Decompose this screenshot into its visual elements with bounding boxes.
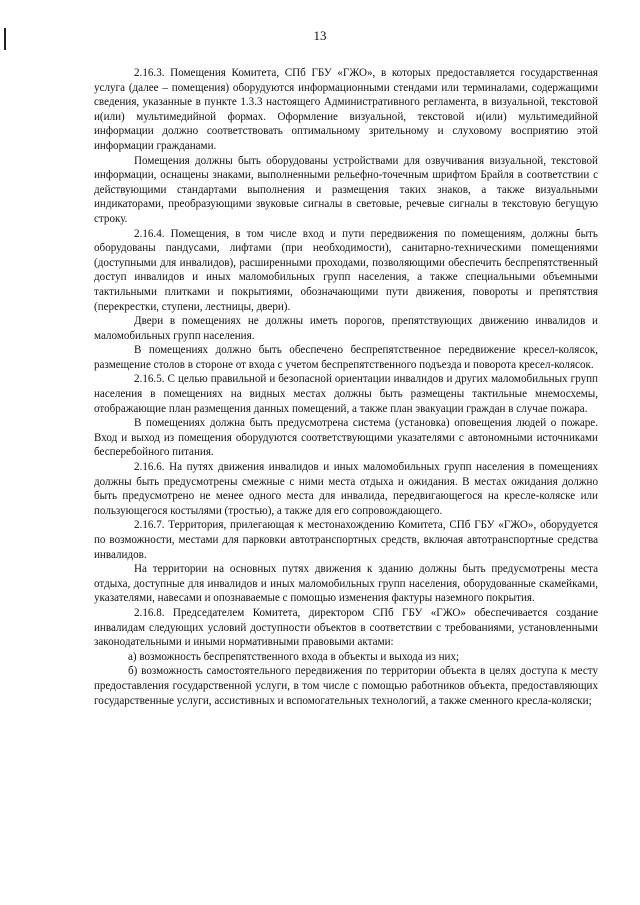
paragraph-2-16-6: 2.16.6. На путях движения инвалидов и иных маломобильных групп населения в помещениях должны быть предусмотрены смежные с ними места отдыха и ожидания. В местах ожидания должно быть предусмотрено не менее одного места для инвалида, передвигающегося на кресле-коляске или пользующегося костылями (тростью), а также для его сопровождающего. [94, 461, 598, 517]
paragraph-wheelchairs: В помещениях должно быть обеспечено беспрепятственное передвижение кресел-колясок, размещение столов в стороне от входа с учетом беспрепятственного подъезда и поворота кресел-колясок. [94, 344, 598, 371]
paragraph-2-16-7: 2.16.7. Территория, прилегающая к местонахождению Комитета, СПб ГБУ «ГЖО», оборудуется по возможности, местами для парковки автотранспортных средств, включая автотранспортные средства инвалидов. [94, 519, 598, 561]
paragraph-sound-braille: Помещения должны быть оборудованы устройствами для озвучивания визуальной, текстовой информации, оснащены знаками, выполненными рельефно-точечным шрифтом Брайля в соответствии с действующими стандартами выполнения и размещения таких знаков, а также визуальными индикаторами, преобразующими звуковые сигналы в световые, речевые сигналы в текстовую бегущую строку. [94, 154, 598, 225]
page-number: 13 [313, 28, 327, 43]
paragraph-2-16-3: 2.16.3. Помещения Комитета, СПб ГБУ «ГЖО», в которых предоставляется государственная услуга (далее – помещения) оборудуются информационными стендами или терминалами, содержащими сведения, указанные в пункте 1.3.3 настоящего Административного регламента, в визуальной, текстовой и(или) мультимедийной формах. Оформление визуальной, текстовой и(или) мультимедийной информации должно соответствовать оптимальному зрительному и слуховому восприятию этой информации гражданами. [94, 67, 598, 152]
paragraph-2-16-8: 2.16.8. Председателем Комитета, директором СПб ГБУ «ГЖО» обеспечивается создание инвалидам следующих условий доступности объектов в соответствии с требованиями, установленными законодательными и иными нормативными правовыми актами: [94, 606, 598, 649]
paragraph-2-16-4: 2.16.4. Помещения, в том числе вход и пути передвижения по помещениям, должны быть оборудованы пандусами, лифтами (при необходимости), санитарно-техническими помещениями (доступными для инвалидов), расширенными проходами, позволяющими обеспечить беспрепятственный доступ инвалидов и иных маломобильных групп населения, а также специальными объемными тактильными плитками и покрытиями, обозначающими пути движения, повороты и препятствия (перекрестки, ступени, лестницы, двери). [94, 227, 598, 313]
document-body [94, 66, 598, 708]
paragraph-rest-areas: На территории на основных путях движения к зданию должны быть предусмотрены места отдыха, доступные для инвалидов и иных маломобильных групп населения, оборудованные скамейками, указателями, навесами и опознаваемые с помощью изменения фактуры наземного покрытия. [94, 563, 598, 605]
list-item-a: а) возможность беспрепятственного входа в объекты и выхода из них; [128, 650, 460, 663]
paragraph-fire-alarm: В помещениях должна быть предусмотрена система (установка) оповещения людей о пожаре. Вход и выход из помещения оборудуются соответствующими указателями с автономными источниками бесперебойного питания. [94, 417, 598, 459]
list-item-b: б) возможность самостоятельного передвижения по территории объекта в целях доступа к месту предоставления государственной услуги, в том числе с помощью работников объекта, предоставляющих государственные услуги, ассистивных и вспомогательных технологий, а также сменного кресла-коляски; [94, 665, 598, 707]
paragraph-doors: Двери в помещениях не должны иметь порогов, препятствующих движению инвалидов и маломобильных групп населения. [94, 315, 598, 342]
paragraph-2-16-5: 2.16.5. С целью правильной и безопасной ориентации инвалидов и других маломобильных групп населения в помещениях на видных местах должны быть размещены тактильные мнемосхемы, отображающие план размещения данных помещений, а также план эвакуации граждан в случае пожара. [94, 373, 598, 415]
